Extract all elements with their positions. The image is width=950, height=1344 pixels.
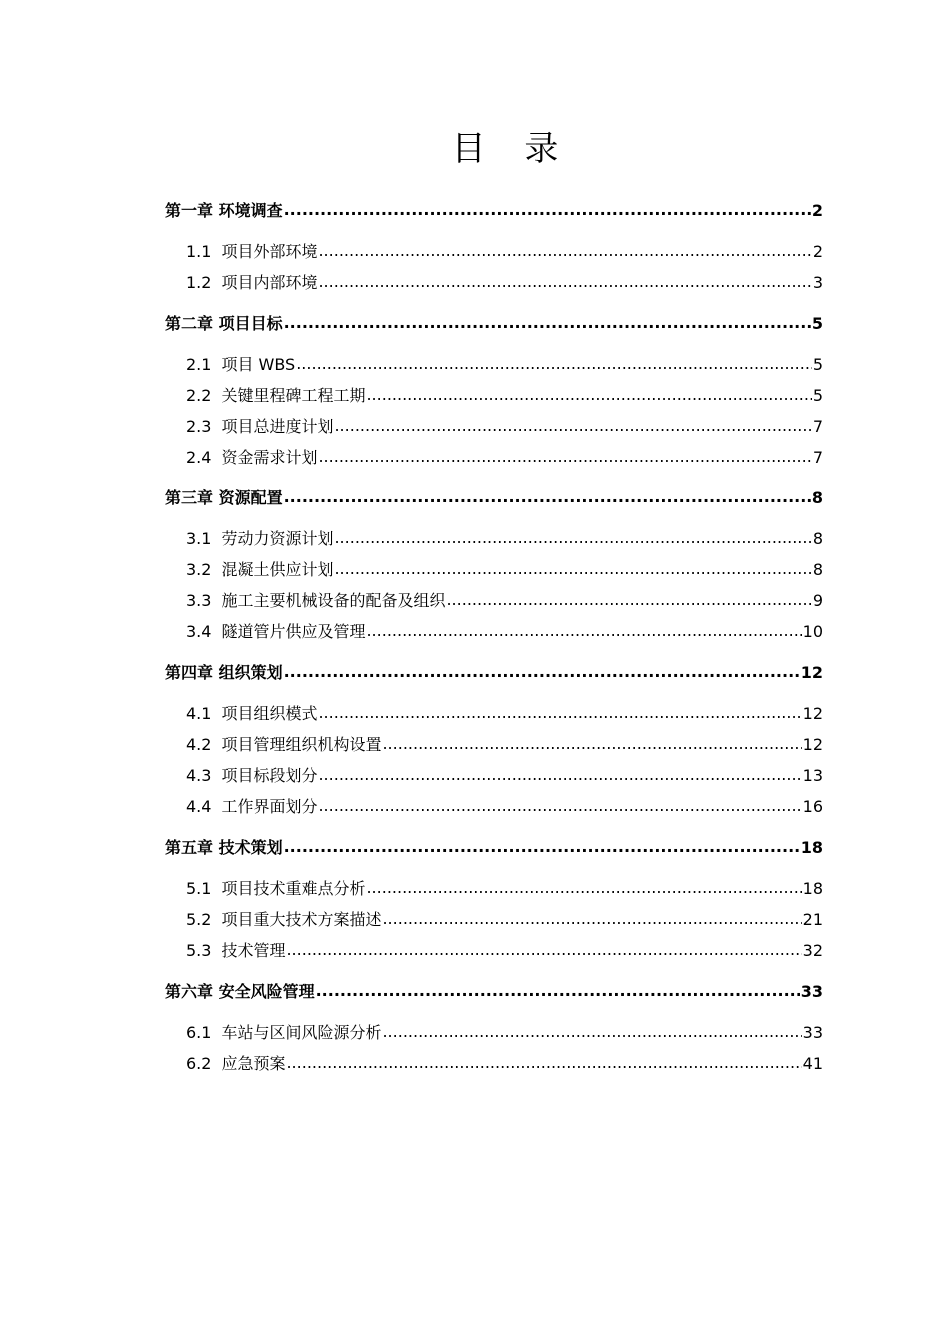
- toc-dot-leader: [284, 662, 800, 681]
- toc-section-label-group: [186, 763, 317, 786]
- toc-page-number: 9: [812, 591, 823, 610]
- toc-dot-leader: [284, 487, 811, 506]
- toc-page-number: 33: [800, 982, 823, 1001]
- toc-page-number: 33: [802, 1023, 823, 1042]
- toc-section-label-group: [186, 383, 365, 406]
- toc-chapter-entry[interactable]: [165, 979, 823, 1002]
- toc-section-label: 项目技术重难点分析: [221, 879, 366, 898]
- toc-section-label: 应急预案: [221, 1054, 286, 1073]
- toc-dot-leader: [366, 621, 801, 640]
- toc-page-number: 2: [811, 201, 823, 220]
- toc-page-number: 10: [802, 622, 823, 641]
- toc-dot-leader: [296, 354, 812, 373]
- toc-dot-leader: [286, 1053, 801, 1072]
- toc-dot-leader: [382, 909, 801, 928]
- toc-section-number: 5.1: [186, 879, 212, 898]
- toc-section-label: 劳动力资源计划: [221, 529, 334, 548]
- toc-section-label: 项目管理组织机构设置: [221, 735, 382, 754]
- toc-page-number: 32: [802, 941, 823, 960]
- toc-section-number: 2.1: [186, 355, 212, 374]
- toc-section-entry[interactable]: [186, 414, 823, 437]
- toc-section-label: 隧道管片供应及管理: [221, 622, 366, 641]
- toc-section-label-group: [186, 1051, 285, 1074]
- toc-section-entry[interactable]: [186, 1020, 823, 1043]
- toc-section-number: 3.2: [186, 560, 212, 579]
- toc-section-number: 6.1: [186, 1023, 212, 1042]
- toc-section-label-group: [186, 876, 365, 899]
- toc-page-number: 5: [812, 355, 823, 374]
- toc-section-entry[interactable]: [186, 732, 823, 755]
- toc-section-entry[interactable]: [186, 557, 823, 580]
- toc-page-number: 12: [802, 735, 823, 754]
- toc-section-label: 项目外部环境: [221, 242, 318, 261]
- toc-dot-leader: [334, 416, 811, 435]
- toc-dot-leader: [284, 837, 800, 856]
- toc-section-label: 施工主要机械设备的配备及组织: [221, 591, 446, 610]
- toc-title: 目 录: [451, 129, 573, 169]
- toc-section-label: 技术管理: [221, 941, 286, 960]
- toc-dot-leader: [446, 590, 811, 609]
- toc-section-label: 关键里程碑工程工期: [221, 386, 366, 405]
- toc-page-number: 12: [802, 704, 823, 723]
- toc-section-entry[interactable]: [186, 588, 823, 611]
- toc-dot-leader: [334, 528, 811, 547]
- toc-section-number: 2.4: [186, 448, 212, 467]
- toc-chapter-label: 第五章 技术策划: [165, 838, 283, 857]
- toc-section-label-group: [186, 526, 333, 549]
- toc-chapter-label: 第六章 安全风险管理: [165, 982, 315, 1001]
- toc-section-number: 3.1: [186, 529, 212, 548]
- toc-section-number: 4.4: [186, 797, 212, 816]
- toc-dot-leader: [284, 200, 811, 219]
- toc-section-number: 3.3: [186, 591, 212, 610]
- toc-dot-leader: [318, 703, 801, 722]
- toc-dot-leader: [318, 796, 801, 815]
- toc-section-label: 工作界面划分: [221, 797, 318, 816]
- toc-dot-leader: [382, 1022, 801, 1041]
- toc-section-label-group: [186, 445, 317, 468]
- toc-section-entry[interactable]: [186, 938, 823, 961]
- toc-chapter-entry[interactable]: [165, 660, 823, 683]
- toc-section-entry[interactable]: [186, 445, 823, 468]
- toc-page-number: 21: [802, 910, 823, 929]
- toc-section-label-group: [186, 619, 365, 642]
- toc-section-number: 2.2: [186, 386, 212, 405]
- toc-page-number: 7: [812, 448, 823, 467]
- toc-dot-leader: [318, 765, 801, 784]
- toc-section-label: 项目标段划分: [221, 766, 318, 785]
- toc-section-number: 4.2: [186, 735, 212, 754]
- toc-section-entry[interactable]: [186, 876, 823, 899]
- toc-chapter-entry[interactable]: [165, 311, 823, 334]
- toc-page-number: 2: [812, 242, 823, 261]
- toc-section-label: 项目组织模式: [221, 704, 318, 723]
- toc-section-label: 车站与区间风险源分析: [221, 1023, 382, 1042]
- toc-section-number: 4.3: [186, 766, 212, 785]
- toc-section-number: 6.2: [186, 1054, 212, 1073]
- toc-section-label-group: [186, 732, 381, 755]
- toc-page-number: 41: [802, 1054, 823, 1073]
- toc-dot-leader: [284, 313, 811, 332]
- toc-dot-leader: [318, 241, 811, 260]
- toc-chapter-entry[interactable]: [165, 835, 823, 858]
- toc-page-number: 5: [811, 314, 823, 333]
- toc-section-number: 4.1: [186, 704, 212, 723]
- toc-section-number: 5.3: [186, 941, 212, 960]
- toc-chapter-label: 第四章 组织策划: [165, 663, 283, 682]
- toc-dot-leader: [382, 734, 801, 753]
- toc-section-label-group: [186, 270, 317, 293]
- toc-page-number: 16: [802, 797, 823, 816]
- toc-dot-leader: [286, 940, 801, 959]
- toc-section-label-group: [186, 701, 317, 724]
- toc-section-entry[interactable]: [186, 701, 823, 724]
- toc-page-number: 3: [812, 273, 823, 292]
- toc-section-number: 1.2: [186, 273, 212, 292]
- toc-section-number: 2.3: [186, 417, 212, 436]
- toc-dot-leader: [366, 385, 811, 404]
- toc-page-number: 13: [802, 766, 823, 785]
- toc-page-number: 8: [812, 529, 823, 548]
- toc-chapter-label: 第一章 环境调查: [165, 201, 283, 220]
- toc-dot-leader: [318, 447, 811, 466]
- toc-section-entry[interactable]: [186, 239, 823, 262]
- toc-dot-leader: [366, 878, 801, 897]
- toc-page-number: 7: [812, 417, 823, 436]
- toc-page-number: 18: [802, 879, 823, 898]
- toc-section-entry[interactable]: [186, 270, 823, 293]
- toc-section-entry[interactable]: [186, 794, 823, 817]
- toc-section-label: 项目内部环境: [221, 273, 318, 292]
- toc-section-number: 1.1: [186, 242, 212, 261]
- toc-section-entry[interactable]: [186, 619, 823, 642]
- toc-section-label-group: [186, 907, 381, 930]
- toc-section-entry[interactable]: [186, 907, 823, 930]
- toc-section-label-group: [186, 239, 317, 262]
- toc-page-number: 18: [800, 838, 823, 857]
- toc-section-entry[interactable]: [186, 383, 823, 406]
- toc-section-label: 项目总进度计划: [221, 417, 334, 436]
- toc-section-entry[interactable]: [186, 526, 823, 549]
- toc-section-label: 项目 WBS: [221, 355, 296, 374]
- toc-page-number: 8: [812, 560, 823, 579]
- toc-section-number: 3.4: [186, 622, 212, 641]
- toc-section-label-group: [186, 1020, 381, 1043]
- toc-section-label-group: [186, 414, 333, 437]
- toc-page-number: 5: [812, 386, 823, 405]
- toc-dot-leader: [334, 559, 811, 578]
- toc-section-label: 资金需求计划: [221, 448, 318, 467]
- toc-section-number: 5.2: [186, 910, 212, 929]
- toc-section-label: 混凝土供应计划: [221, 560, 334, 579]
- toc-chapter-label: 第三章 资源配置: [165, 488, 283, 507]
- toc-section-entry[interactable]: [186, 1051, 823, 1074]
- toc-section-entry[interactable]: [186, 763, 823, 786]
- toc-section-label-group: [186, 794, 317, 817]
- toc-section-label-group: [186, 352, 295, 375]
- toc-chapter-entry[interactable]: [165, 485, 823, 508]
- toc-section-label-group: [186, 557, 333, 580]
- toc-dot-leader: [316, 981, 800, 1000]
- toc-section-entry[interactable]: [186, 352, 823, 375]
- toc-section-label: 项目重大技术方案描述: [221, 910, 382, 929]
- toc-page-number: 12: [800, 663, 823, 682]
- toc-section-label-group: [186, 588, 445, 611]
- toc-chapter-entry[interactable]: [165, 198, 823, 221]
- toc-chapter-label: 第二章 项目目标: [165, 314, 283, 333]
- toc-dot-leader: [318, 272, 811, 291]
- toc-section-label-group: [186, 938, 285, 961]
- toc-page-number: 8: [811, 488, 823, 507]
